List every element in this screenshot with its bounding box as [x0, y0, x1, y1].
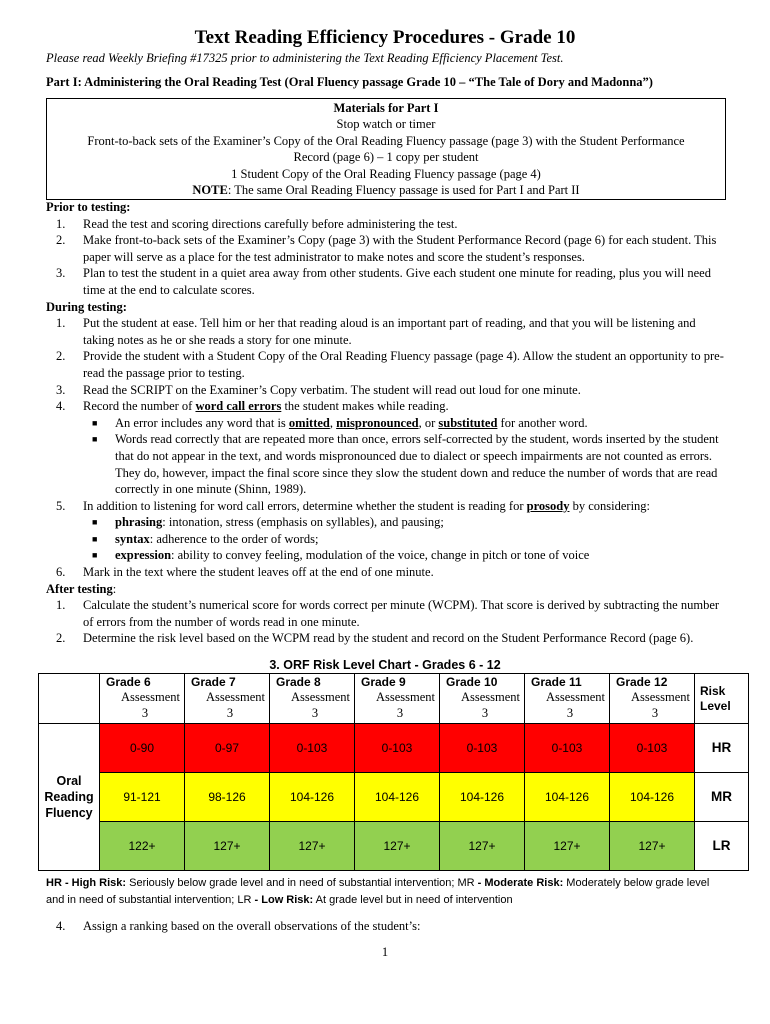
- grade-label: Grade 12: [616, 675, 668, 689]
- materials-line: 1 Student Copy of the Oral Reading Fluency passage (page 4): [231, 166, 541, 181]
- risk-range-cell: 127+: [440, 822, 525, 871]
- materials-line: Stop watch or timer: [336, 117, 436, 132]
- table-header-row: [39, 674, 749, 724]
- bullet-text: , or: [418, 415, 439, 430]
- risk-range-cell: 98-126: [185, 773, 270, 822]
- bullet-item: [83, 514, 726, 531]
- after-list: [46, 597, 726, 647]
- corner-cell: [39, 674, 100, 724]
- item-text: Mark in the text where the student leaves off at the end of one minute.: [83, 565, 434, 580]
- list-item: [46, 918, 726, 935]
- materials-line: Record (page 6) – 1 copy per student: [293, 150, 479, 165]
- item-number: 4.: [56, 919, 66, 933]
- risk-level-cell: HR: [695, 724, 749, 773]
- item-number: 3.: [56, 382, 66, 397]
- materials-box: [46, 98, 726, 200]
- bullet-text: Words read correctly that are repeated more than once, errors self-corrected by the student, words inserted by the student that do not appear in the text, and words mispronounced due to dialect or speech impairments are not counted as errors. They do, however, impact the final score since they slow the student down and reduce the number of words that are read correctly in one minute (Shinn, 1989).: [115, 432, 719, 497]
- item-text: the student makes while reading.: [281, 399, 449, 414]
- document-title: Text Reading Efficiency Procedures - Grade 10: [194, 27, 576, 48]
- bullet-text: An error includes any word that is: [115, 415, 289, 430]
- list-item: [46, 315, 726, 348]
- prosody-desc: : ability to convey feeling, modulation of the voice, change in pitch or tone of voice: [171, 548, 590, 563]
- item-number: 5.: [56, 498, 66, 513]
- after-heading: [46, 581, 726, 598]
- table-row: [39, 773, 749, 822]
- risk-range-cell: 122+: [100, 822, 185, 871]
- legend-hr-label: HR - High Risk:: [46, 877, 127, 889]
- grade-label: Grade 10: [446, 675, 498, 689]
- bullet-item: [83, 547, 726, 564]
- legend-mr-label: - Moderate Risk:: [477, 877, 564, 889]
- risk-chart-title: 3. ORF Risk Level Chart - Grades 6 - 12: [269, 658, 501, 672]
- list-item: [46, 498, 726, 564]
- prosody-term: syntax: [115, 531, 150, 546]
- item-text: Calculate the student’s numerical score for words correct per minute (WCPM). That score is derived by subtracting the number of errors from the number of words read in one minute.: [83, 598, 720, 629]
- item-number: 1.: [56, 316, 66, 331]
- assessment-label: Assessment: [375, 690, 435, 704]
- risk-legend: [46, 875, 726, 908]
- assessment-number: 3: [141, 705, 149, 720]
- assessment-label: Assessment: [460, 690, 520, 704]
- square-bullet-icon: ■: [92, 533, 98, 544]
- legend-text: Moderately below grade level and in need of substantial intervention; LR: [46, 877, 710, 906]
- assessment-label: Assessment: [630, 690, 690, 704]
- note-label: NOTE: [192, 183, 228, 198]
- item-number: 6.: [56, 565, 66, 580]
- emphasis-word-call-errors: word call errors: [195, 399, 282, 414]
- list-item: [46, 265, 726, 298]
- prior-heading: Prior to testing:: [46, 200, 131, 214]
- item-number: 1.: [56, 216, 66, 231]
- risk-range-cell: 0-97: [185, 724, 270, 773]
- assessment-number: 3: [481, 705, 489, 720]
- risk-range-cell: 0-103: [525, 724, 610, 773]
- table-row: [39, 724, 749, 773]
- procedure-body: [46, 199, 726, 647]
- item-number: 2.: [56, 349, 66, 364]
- during-list: [46, 315, 726, 581]
- grade-header: [440, 674, 525, 724]
- risk-range-cell: 104-126: [440, 773, 525, 822]
- risk-range-cell: 104-126: [355, 773, 440, 822]
- item-text: Plan to test the student in a quiet area away from other students. Give each student one minute for reading, plus you will need time at the end to calculate scores.: [83, 266, 711, 297]
- prosody-bullets: [83, 514, 726, 564]
- list-item: [46, 630, 726, 647]
- emphasis-omitted: omitted: [288, 415, 330, 430]
- square-bullet-icon: ■: [92, 434, 98, 445]
- bullet-text: for another word.: [497, 415, 588, 430]
- prosody-desc: : adherence to the order of words;: [149, 531, 319, 546]
- bullet-item: [83, 415, 726, 432]
- grade-header: [525, 674, 610, 724]
- list-item: [46, 382, 726, 399]
- item-text: Provide the student with a Student Copy of the Oral Reading Fluency passage (page 4). Allow the student an opportunity to pre-read the passage prior to testing.: [83, 349, 724, 380]
- risk-header-line: Risk: [700, 683, 726, 698]
- grade-label: Grade 7: [191, 675, 236, 689]
- emphasis-substituted: substituted: [438, 415, 498, 430]
- note-text: : The same Oral Reading Fluency passage is used for Part I and Part II: [227, 183, 580, 198]
- row-label-oral-reading-fluency: Oral Reading Fluency: [39, 724, 100, 871]
- risk-level-cell: MR: [695, 773, 749, 822]
- item-number: 3.: [56, 266, 66, 281]
- step4-list: [46, 918, 726, 935]
- grade-label: Grade 9: [361, 675, 406, 689]
- intro-note: Please read Weekly Briefing #17325 prior to administering the Text Reading Efficiency Placement Test.: [46, 51, 564, 65]
- risk-range-cell: 0-103: [355, 724, 440, 773]
- item-text: In addition to listening for word call errors, determine whether the student is reading for: [83, 498, 527, 513]
- bullet-item: [83, 531, 726, 548]
- risk-range-cell: 127+: [610, 822, 695, 871]
- part1-heading: Part I: Administering the Oral Reading Test (Oral Fluency passage Grade 10 – “The Tale of Dory and Madonna”): [46, 75, 653, 89]
- grade-header: [270, 674, 355, 724]
- during-heading: During testing:: [46, 299, 127, 314]
- grade-label: Grade 11: [531, 675, 582, 689]
- list-item: [46, 398, 726, 498]
- emphasis-mispronounced: mispronounced: [336, 415, 419, 430]
- prosody-desc: : intonation, stress (emphasis on syllables), and pausing;: [162, 515, 444, 530]
- square-bullet-icon: ■: [92, 417, 98, 428]
- risk-range-cell: 127+: [185, 822, 270, 871]
- after-heading-label: After testing: [46, 581, 113, 596]
- assessment-label: Assessment: [120, 690, 180, 704]
- item-text: Read the SCRIPT on the Examiner’s Copy verbatim. The student will read out loud for one minute.: [83, 382, 581, 397]
- risk-range-cell: 0-103: [440, 724, 525, 773]
- item-number: 4.: [56, 399, 66, 414]
- item-number: 1.: [56, 598, 66, 613]
- grade-header: [355, 674, 440, 724]
- risk-range-cell: 127+: [270, 822, 355, 871]
- list-item: [46, 348, 726, 381]
- list-item: [46, 216, 726, 233]
- risk-range-cell: 0-90: [100, 724, 185, 773]
- grade-label: Grade 8: [276, 675, 321, 689]
- bullet-text: ,: [329, 415, 337, 430]
- list-item: [46, 564, 726, 581]
- risk-range-cell: 127+: [355, 822, 440, 871]
- legend-text: Seriously below grade level and in need of substantial intervention; MR: [126, 877, 478, 889]
- risk-level-cell: LR: [695, 822, 749, 871]
- risk-level-header: [695, 674, 749, 724]
- error-bullets: [83, 415, 726, 498]
- table-row: [39, 822, 749, 871]
- square-bullet-icon: ■: [92, 550, 98, 561]
- risk-range-cell: 91-121: [100, 773, 185, 822]
- prosody-term: phrasing: [115, 515, 163, 530]
- item-text: Read the test and scoring directions carefully before administering the test.: [83, 216, 458, 231]
- item-text: Assign a ranking based on the overall observations of the student’s:: [83, 919, 421, 933]
- grade-header: [610, 674, 695, 724]
- bullet-item: [83, 431, 726, 497]
- item-text: Put the student at ease. Tell him or her that reading aloud is an important part of reading, and that you will be listening and taking notes as he or she reads a story for one minute.: [83, 316, 696, 347]
- assessment-number: 3: [396, 705, 404, 720]
- risk-range-cell: 104-126: [610, 773, 695, 822]
- risk-range-cell: 0-103: [610, 724, 695, 773]
- assessment-number: 3: [566, 705, 574, 720]
- materials-title: Materials for Part I: [333, 101, 439, 115]
- risk-range-cell: 104-126: [525, 773, 610, 822]
- prior-list: [46, 216, 726, 299]
- assessment-label: Assessment: [545, 690, 605, 704]
- grade-label: Grade 6: [106, 675, 151, 689]
- item-number: 2.: [56, 631, 66, 646]
- item-number: 2.: [56, 233, 66, 248]
- risk-range-cell: 0-103: [270, 724, 355, 773]
- emphasis-prosody: prosody: [526, 498, 570, 513]
- legend-text: At grade level but in need of intervention: [313, 893, 513, 906]
- page-number: 1: [381, 945, 389, 959]
- item-text: by considering:: [569, 498, 651, 513]
- square-bullet-icon: ■: [92, 517, 98, 528]
- item-text: Record the number of: [83, 399, 196, 414]
- materials-note: [47, 182, 725, 198]
- item-text: Make front-to-back sets of the Examiner’s Copy (page 3) with the Student Performance Record (page 6) for each student. This paper will serve as a place for the test administrator to make notes and score the student’s responses.: [83, 233, 717, 264]
- list-item: [46, 232, 726, 265]
- prosody-term: expression: [115, 548, 172, 563]
- legend-lr-label: - Low Risk:: [254, 893, 314, 906]
- risk-header-line: Level: [700, 698, 731, 713]
- assessment-label: Assessment: [290, 690, 350, 704]
- materials-line: Front-to-back sets of the Examiner’s Copy of the Oral Reading Fluency passage (page 3) with the Student Performance: [87, 133, 685, 148]
- risk-level-table: [38, 673, 749, 871]
- assessment-label: Assessment: [205, 690, 265, 704]
- assessment-number: 3: [651, 705, 659, 720]
- risk-range-cell: 104-126: [270, 773, 355, 822]
- assessment-number: 3: [311, 705, 319, 720]
- item-text: Determine the risk level based on the WCPM read by the student and record on the Student Performance Record (page 6).: [83, 631, 694, 646]
- after-heading-colon: :: [112, 581, 117, 596]
- risk-range-cell: 127+: [525, 822, 610, 871]
- grade-header: [100, 674, 185, 724]
- assessment-number: 3: [226, 705, 234, 720]
- list-item: [46, 597, 726, 630]
- grade-header: [185, 674, 270, 724]
